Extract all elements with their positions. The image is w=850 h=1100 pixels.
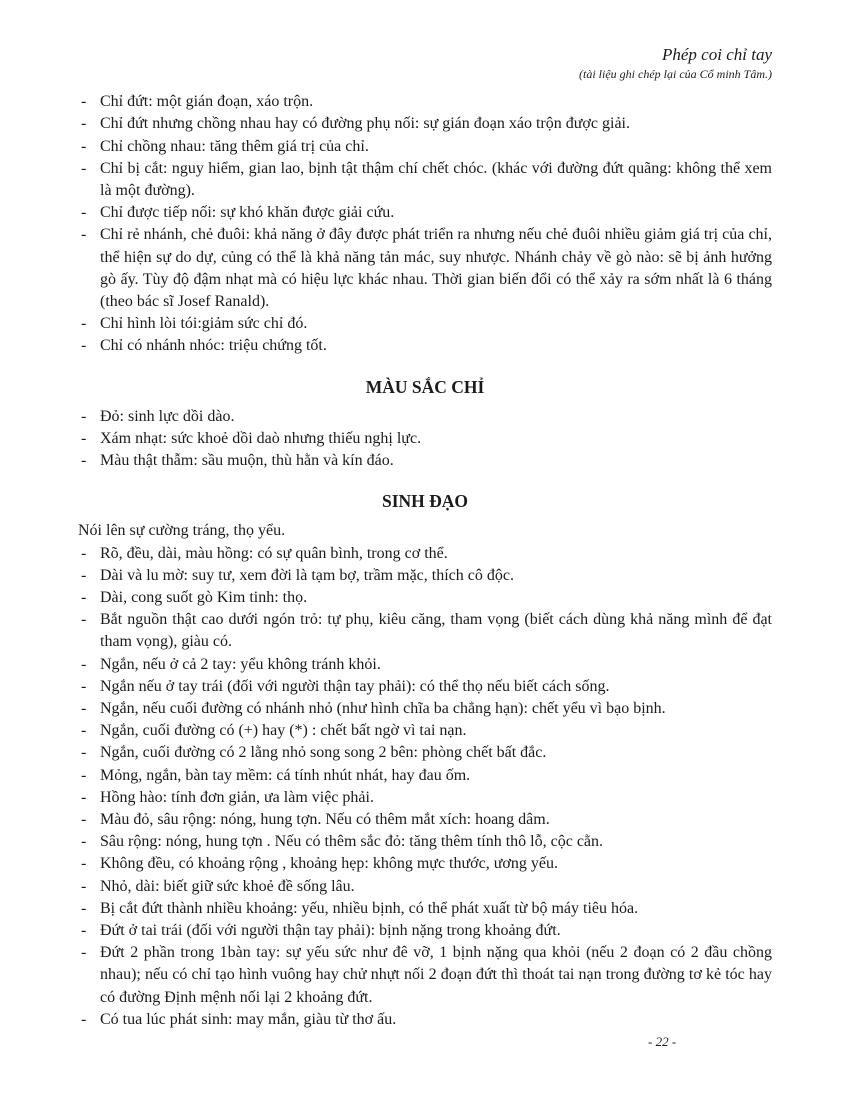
list-item: - Ngắn nếu ở tay trái (đối với người thận tay phải): có thể thọ nếu biết cách sống. [78,676,772,698]
bullet-list [78,543,772,1031]
list-item: - Đỏ: sinh lực dồi dào. [78,406,772,428]
list-item: - Ngắn, cuối đường có 2 lằng nhỏ song song 2 bên: phòng chết bất đắc. [78,742,772,764]
list-item: - Ngắn, nếu ở cả 2 tay: yểu không tránh khỏi. [78,654,772,676]
list-item: - Đứt ở tai trái (đối với người thận tay phải): bịnh nặng trong khoảng đứt. [78,920,772,942]
list-item: - Có tua lúc phát sinh: may mắn, giàu từ thơ ấu. [78,1009,772,1031]
section [78,376,772,473]
list-item: - Chỉ rẻ nhánh, chẻ đuôi: khả năng ở đây được phát triển ra nhưng nếu chẻ đuôi nhiều giảm giá trị của chỉ, thể hiện sự do dự, củng có thể là khả năng tản mác, suy nhược. Nhánh chảy về gò nào: sẽ bị ảnh hưởng gò ấy. Tùy độ đậm nhạt mà có hiệu lực khác nhau. Thời gian biến đổi có thể xảy ra sớm nhất là 6 tháng (theo bác sĩ Josef Ranald). [78,224,772,313]
list-item: - Chỉ có nhánh nhóc: triệu chứng tốt. [78,335,772,357]
list-item: - Bắt nguồn thật cao dưới ngón trỏ: tự phụ, kiêu căng, tham vọng (biết cách dùng khả năng mình để đạt tham vọng), giàu có. [78,609,772,653]
list-item: - Ngắn, cuối đường có (+) hay (*) : chết bất ngờ vì tai nạn. [78,720,772,742]
section-intro: Nói lên sự cường tráng, thọ yểu. [78,522,286,540]
list-item: - Không đều, có khoảng rộng , khoảng hẹp: không mực thước, ương yếu. [78,853,772,875]
list-item: - Dài, cong suốt gò Kim tinh: thọ. [78,587,772,609]
document-header [78,44,772,82]
list-item: - Chỉ bị cắt: nguy hiểm, gian lao, bịnh tật thậm chí chết chóc. (khác với đường đứt quãng: không thể xem là một đường). [78,158,772,202]
list-item: - Chỉ đứt: một gián đoạn, xáo trộn. [78,91,772,113]
list-item: - Ngắn, nếu cuối đường có nhánh nhỏ (như hình chĩa ba chẳng hạn): chết yểu vì bạo bịnh. [78,698,772,720]
bullet-list [78,91,772,357]
list-item: - Nhỏ, dài: biết giữ sức khoẻ đề sống lâu. [78,876,772,898]
list-item: - Mỏng, ngắn, bàn tay mềm: cá tính nhút nhát, hay đau ốm. [78,765,772,787]
list-item: - Chỉ đứt nhưng chồng nhau hay có đường phụ nối: sự gián đoạn xáo trộn được giải. [78,113,772,135]
section-heading: MÀU SẮC CHỈ [365,376,485,397]
list-item: - Dài và lu mờ: suy tư, xem đời là tạm bợ, trầm mặc, thích cô độc. [78,565,772,587]
list-item: - Xám nhạt: sức khoẻ dồi daò nhưng thiếu nghị lực. [78,428,772,450]
page-number: - 22 - [648,1034,677,1049]
document-title: Phép coi chỉ tay [662,45,772,64]
sections-container [78,91,772,1031]
section [78,490,772,1031]
list-item: - Màu đỏ, sâu rộng: nóng, hung tợn. Nếu có thêm mắt xích: hoang dâm. [78,809,772,831]
document-subtitle: (tài liệu ghi chép lại của Cổ minh Tâm.) [579,67,772,82]
section-heading: SINH ĐẠO [381,491,469,512]
list-item: - Chỉ chồng nhau: tăng thêm giá trị của chỉ. [78,136,772,158]
list-item: - Đứt 2 phần trong 1bàn tay: sự yếu sức như đê vỡ, 1 bịnh nặng qua khỏi (nếu 2 đoạn có 2 đầu chồng nhau); nếu có chỉ tạo hình vuông hay chử nhựt nối 2 đoạn đứt thì thoát tai nạn trong đường tơ kẻ tóc hay có đường Định mệnh nối lại 2 khoảng đứt. [78,942,772,1009]
list-item: - Bị cắt đứt thành nhiều khoảng: yếu, nhiều bịnh, có thể phát xuất từ bộ máy tiêu hóa. [78,898,772,920]
list-item: - Hồng hào: tính đơn giản, ưa làm việc phải. [78,787,772,809]
section [78,91,772,357]
list-item: - Màu thật thẫm: sầu muộn, thù hằn và kín đáo. [78,450,772,472]
bullet-list [78,406,772,473]
list-item: - Chỉ được tiếp nối: sự khó khăn được giải cứu. [78,202,772,224]
list-item: - Sâu rộng: nóng, hung tợn . Nếu có thêm sắc đỏ: tăng thêm tính thô lỗ, cộc cằn. [78,831,772,853]
list-item: - Rõ, đều, dài, màu hồng: có sự quân bình, trong cơ thể. [78,543,772,565]
list-item: - Chỉ hình lòi tói:giảm sức chỉ đó. [78,313,772,335]
